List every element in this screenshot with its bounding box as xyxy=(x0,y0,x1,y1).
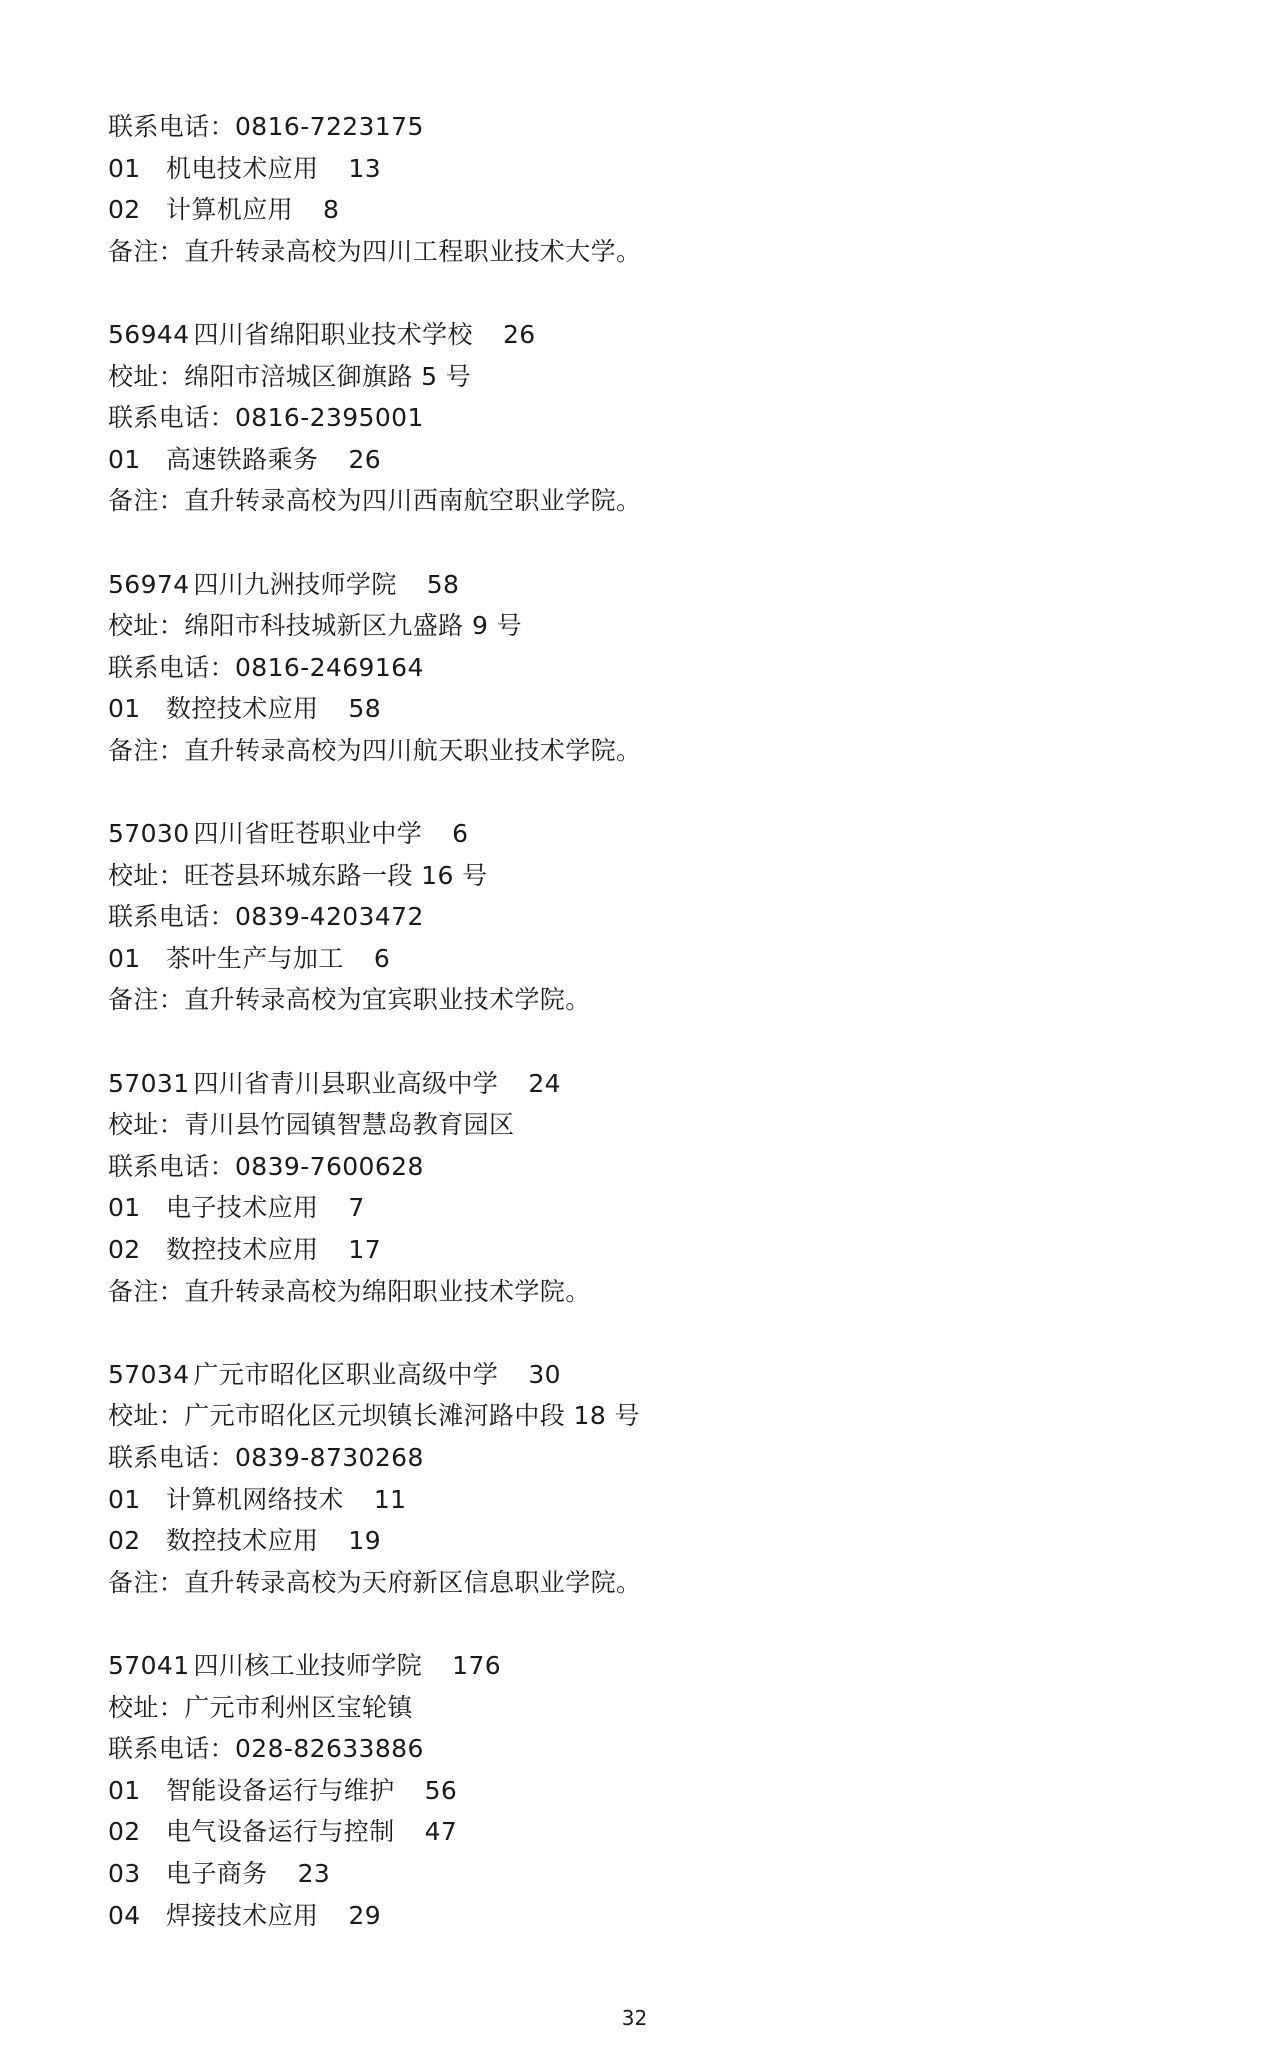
major-name: 智能设备运行与维护 xyxy=(166,1775,395,1805)
major-name: 数控技术应用 xyxy=(166,694,319,724)
major-quota: 6 xyxy=(373,943,391,973)
school-code: 57041 xyxy=(108,1650,190,1680)
school-name: 四川核工业技师学院 xyxy=(193,1650,423,1680)
major-quota: 58 xyxy=(348,694,382,724)
phone-line: 联系电话：0816-2395001 xyxy=(108,403,424,433)
entry-spacer xyxy=(108,1312,1168,1354)
school-total: 26 xyxy=(502,319,536,349)
major-name: 电子技术应用 xyxy=(166,1193,319,1223)
major-quota: 23 xyxy=(297,1858,331,1888)
major-code: 01 xyxy=(108,153,141,183)
phone-line: 联系电话：0816-2469164 xyxy=(108,652,424,682)
major-code: 01 xyxy=(108,1193,141,1223)
major-code: 01 xyxy=(108,1484,141,1514)
address-line: 校址：广元市利州区宝轮镇 xyxy=(108,1692,413,1722)
major-row xyxy=(108,938,1168,980)
entry-spacer xyxy=(108,522,1168,564)
major-code: 02 xyxy=(108,1235,141,1265)
phone-line: 联系电话：0839-4203472 xyxy=(108,902,424,932)
major-quota: 26 xyxy=(348,444,382,474)
page-number: 32 xyxy=(621,2006,648,2030)
note-line: 备注：直升转录高校为宜宾职业技术学院。 xyxy=(108,985,591,1015)
major-row xyxy=(108,688,1168,730)
major-row xyxy=(108,1895,1168,1937)
note-line: 备注：直升转录高校为四川西南航空职业学院。 xyxy=(108,486,642,516)
document-body xyxy=(108,106,1168,1936)
major-code: 01 xyxy=(108,943,141,973)
major-row xyxy=(108,1479,1168,1521)
major-row xyxy=(108,1229,1168,1271)
major-name: 计算机网络技术 xyxy=(166,1484,344,1514)
address-line: 校址：绵阳市涪城区御旗路 5 号 xyxy=(108,361,472,391)
major-name: 计算机应用 xyxy=(166,195,294,225)
school-heading xyxy=(108,314,1168,356)
note-line: 备注：直升转录高校为四川航天职业技术学院。 xyxy=(108,735,642,765)
major-quota: 56 xyxy=(424,1775,458,1805)
major-row xyxy=(108,1811,1168,1853)
phone-line: 联系电话：0839-7600628 xyxy=(108,1151,424,1181)
school-total: 6 xyxy=(452,819,469,849)
major-code: 01 xyxy=(108,444,141,474)
note-line: 备注：直升转录高校为四川工程职业技术大学。 xyxy=(108,236,642,266)
major-code: 04 xyxy=(108,1900,141,1930)
phone-line: 联系电话：0839-8730268 xyxy=(108,1443,424,1472)
school-code: 57030 xyxy=(108,819,190,849)
note-line: 备注：直升转录高校为天府新区信息职业学院。 xyxy=(108,1567,642,1597)
major-row xyxy=(108,1853,1168,1895)
school-total: 30 xyxy=(528,1359,561,1389)
major-name: 电子商务 xyxy=(166,1858,268,1888)
school-heading xyxy=(108,1645,1168,1687)
major-code: 02 xyxy=(108,1817,141,1847)
major-quota: 13 xyxy=(348,153,382,183)
major-name: 机电技术应用 xyxy=(166,153,319,183)
note-line: 备注：直升转录高校为绵阳职业技术学院。 xyxy=(108,1276,591,1306)
major-name: 焊接技术应用 xyxy=(166,1900,319,1930)
major-quota: 17 xyxy=(348,1235,382,1265)
school-total: 176 xyxy=(452,1650,502,1680)
school-heading xyxy=(108,1354,1168,1396)
major-quota: 29 xyxy=(348,1900,382,1930)
school-total: 58 xyxy=(426,569,460,599)
school-name: 广元市昭化区职业高级中学 xyxy=(193,1359,499,1389)
major-code: 03 xyxy=(108,1858,141,1888)
school-name: 四川省旺苍职业中学 xyxy=(193,819,423,849)
major-code: 01 xyxy=(108,694,141,724)
major-quota: 7 xyxy=(348,1193,365,1223)
major-quota: 11 xyxy=(373,1484,407,1514)
school-name: 四川省绵阳职业技术学校 xyxy=(193,319,473,349)
major-quota: 47 xyxy=(424,1817,458,1847)
address-line: 校址：绵阳市科技城新区九盛路 9 号 xyxy=(108,611,523,641)
major-name: 数控技术应用 xyxy=(166,1235,319,1265)
school-name: 四川九洲技师学院 xyxy=(193,569,397,599)
school-total: 24 xyxy=(528,1068,561,1098)
major-name: 电气设备运行与控制 xyxy=(166,1817,395,1847)
phone-line: 联系电话：0816-7223175 xyxy=(108,112,424,141)
major-name: 数控技术应用 xyxy=(166,1526,319,1556)
address-line: 校址：青川县竹园镇智慧岛教育园区 xyxy=(108,1110,515,1140)
major-row xyxy=(108,148,1168,190)
address-line: 校址：广元市昭化区元坝镇长滩河路中段 18 号 xyxy=(108,1401,640,1431)
major-row xyxy=(108,1520,1168,1562)
major-code: 01 xyxy=(108,1775,141,1805)
school-code: 56974 xyxy=(108,569,190,599)
school-code: 57031 xyxy=(108,1068,190,1098)
school-heading xyxy=(108,564,1168,606)
major-code: 02 xyxy=(108,1526,141,1556)
phone-line: 联系电话：028-82633886 xyxy=(108,1734,424,1764)
entry-spacer xyxy=(108,1603,1168,1645)
major-row xyxy=(108,439,1168,481)
school-name: 四川省青川县职业高级中学 xyxy=(193,1068,499,1098)
major-quota: 19 xyxy=(348,1526,382,1556)
entry-spacer xyxy=(108,772,1168,814)
major-row xyxy=(108,1770,1168,1812)
major-row xyxy=(108,1187,1168,1229)
entry-spacer xyxy=(108,272,1168,314)
school-heading xyxy=(108,1063,1168,1105)
major-quota: 8 xyxy=(323,195,340,225)
major-code: 02 xyxy=(108,195,141,225)
entry-spacer xyxy=(108,1021,1168,1063)
school-code: 56944 xyxy=(108,319,190,349)
address-line: 校址：旺苍县环城东路一段 16 号 xyxy=(108,860,488,890)
major-name: 茶叶生产与加工 xyxy=(166,943,344,973)
school-code: 57034 xyxy=(108,1359,190,1389)
major-row xyxy=(108,189,1168,231)
major-name: 高速铁路乘务 xyxy=(166,444,319,474)
school-heading xyxy=(108,813,1168,855)
